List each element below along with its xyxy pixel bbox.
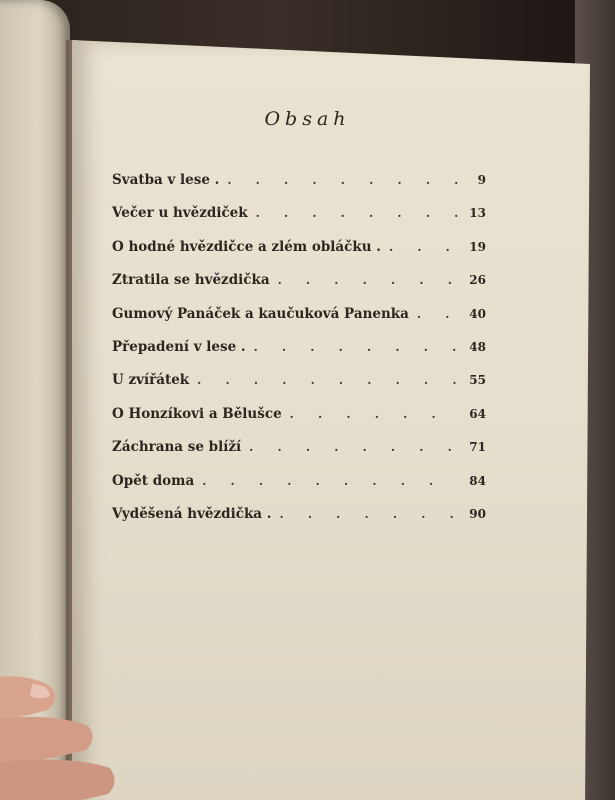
dot-leader: [417, 307, 458, 321]
toc-entry: [112, 172, 486, 205]
toc-entry: [112, 272, 486, 305]
toc-entry: [112, 473, 486, 506]
toc-entry-label: Přepadení v lese .: [112, 338, 246, 355]
dot-leader: [290, 407, 458, 421]
toc-entry-page: 84: [469, 473, 486, 488]
toc-entry-page: 26: [469, 273, 486, 288]
toc-entry: [112, 306, 486, 339]
toc-entry: [112, 406, 486, 439]
dot-leader: [279, 507, 458, 521]
toc-entry-page: 90: [469, 506, 486, 521]
hand: [0, 640, 170, 800]
toc-entry-label: Ztratila se hvězdička: [112, 272, 270, 289]
toc-entry-page: 9: [477, 173, 486, 187]
dot-leader: [197, 373, 458, 387]
toc-entry: [112, 506, 486, 539]
toc-entry: [112, 439, 486, 472]
dot-leader: [278, 273, 458, 287]
toc-entry: [112, 205, 486, 238]
toc-entry-page: 19: [469, 239, 486, 254]
toc-entry-label: Opět doma: [112, 472, 195, 489]
toc-entry-page: 48: [469, 339, 486, 354]
dot-leader: [249, 440, 458, 454]
toc-entry-page: 13: [469, 206, 486, 221]
dot-leader: [256, 206, 458, 220]
toc-entry-page: 71: [469, 440, 486, 455]
dot-leader: [227, 173, 458, 187]
dot-leader: [389, 240, 458, 254]
toc-entry-label: Večer u hvězdiček: [112, 205, 248, 222]
toc-entry-label: U zvířátek: [112, 372, 190, 389]
dot-leader: [254, 340, 458, 354]
toc-entry-label: Gumový Panáček a kaučuková Panenka: [112, 305, 409, 322]
toc-entry-page: 40: [469, 306, 486, 321]
toc-entry-page: 64: [469, 406, 486, 421]
dot-leader: [202, 474, 458, 488]
toc-entry-label: Svatba v lese .: [112, 172, 220, 188]
table-of-contents: [112, 172, 486, 539]
finger-lower: [0, 759, 115, 800]
toc-entry: [112, 372, 486, 405]
toc-entry: [112, 339, 486, 372]
toc-entry-label: O hodné hvězdičce a zlém obláčku .: [112, 238, 381, 255]
toc-entry: [112, 239, 486, 272]
toc-entry-label: Záchrana se blíží: [112, 439, 242, 456]
toc-entry-label: O Honzíkovi a Bělušce: [112, 405, 282, 422]
toc-entry-label: Vyděšená hvězdička .: [112, 505, 272, 522]
toc-entry-page: 55: [469, 373, 486, 388]
page-title: Obsah: [264, 108, 351, 130]
